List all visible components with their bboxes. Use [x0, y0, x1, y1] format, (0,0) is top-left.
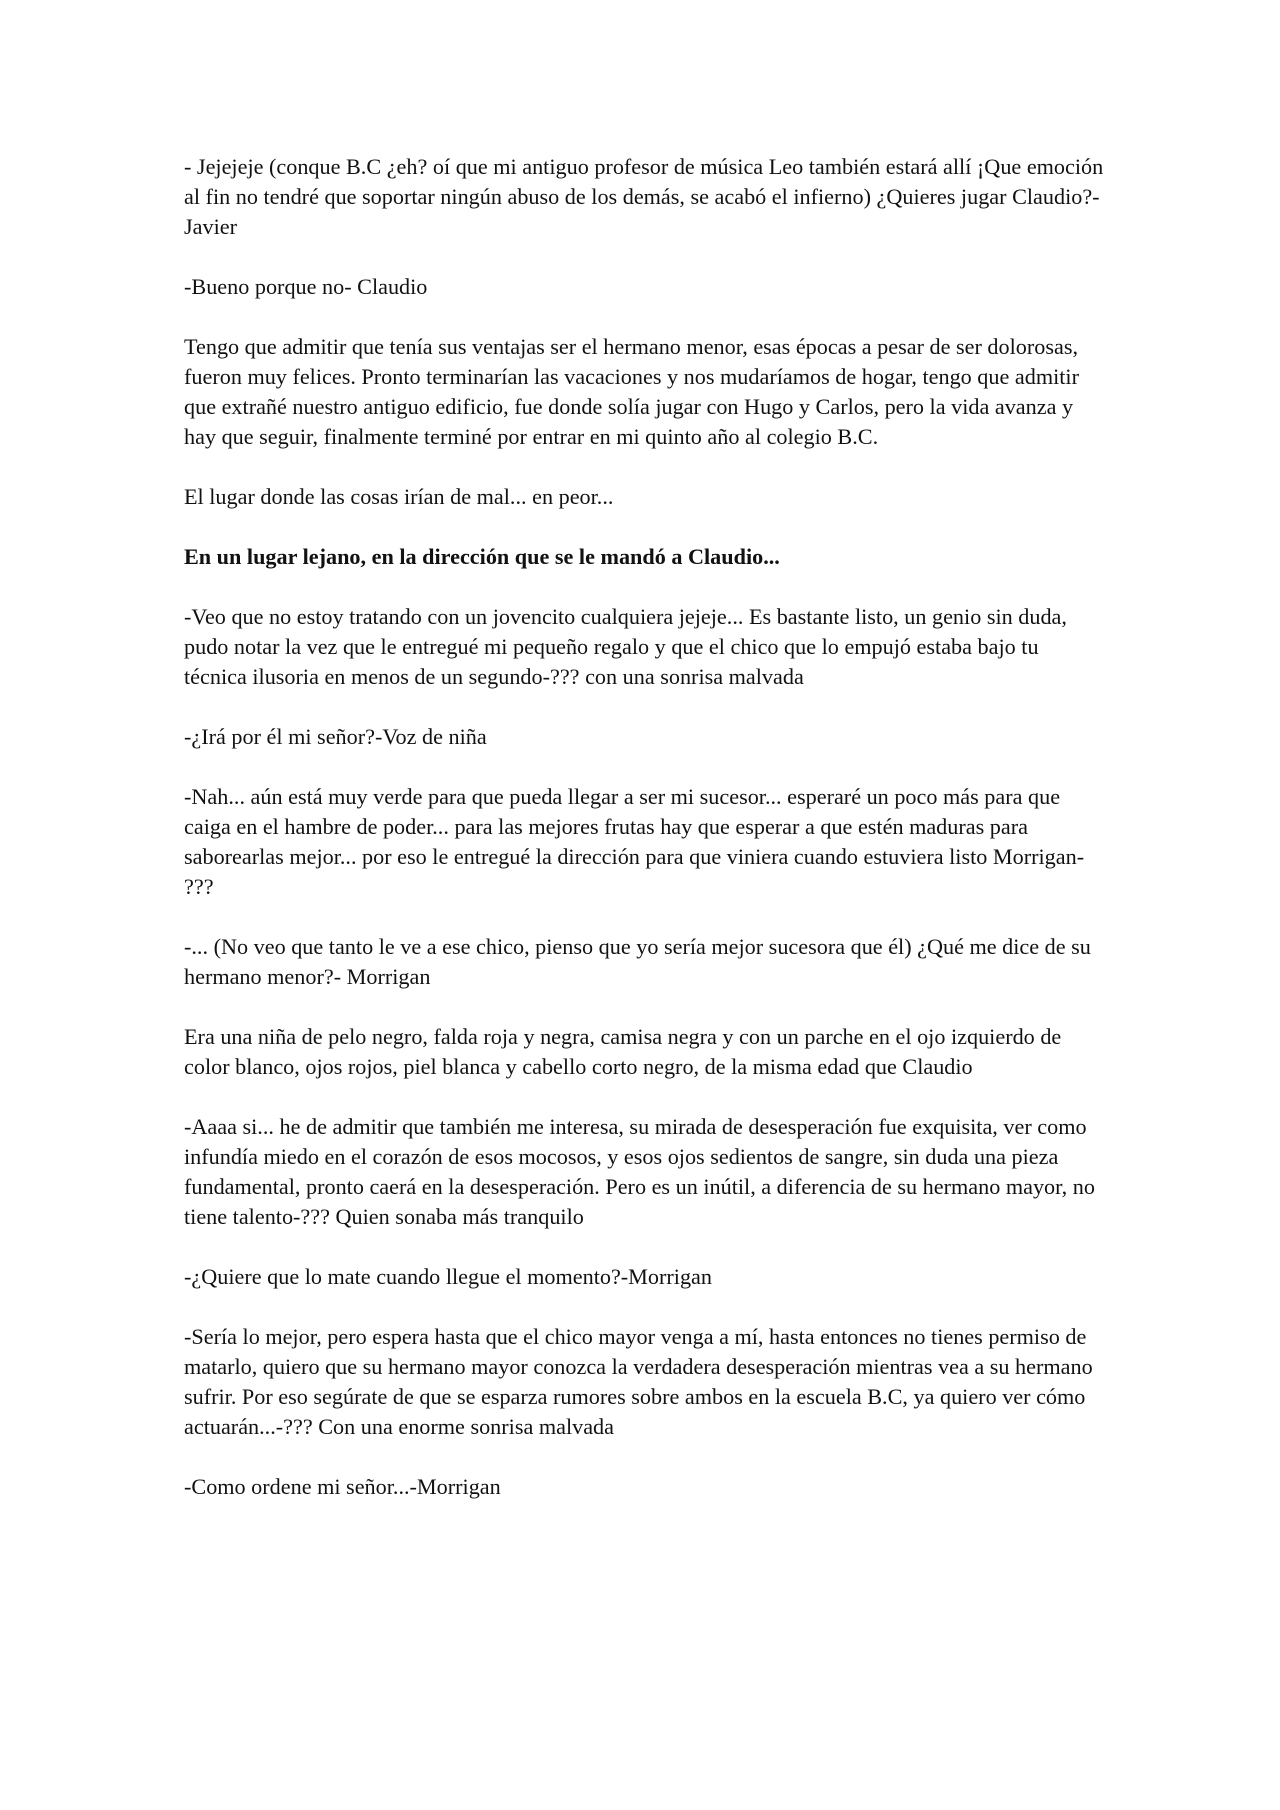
paragraph-11: -Aaaa si... he de admitir que también me interesa, su mirada de desesperación fue exquisita, ver como infundía miedo en el corazón de esos mocosos, y esos ojos sedientos de sangre, sin duda una pieza fundamental, pronto caerá en la desesperación. Pero es un inútil, a diferencia de su hermano mayor, no tiene talento-??? Quien sonaba más tranquilo: [184, 1114, 1095, 1229]
paragraph-14: -Como ordene mi señor...-Morrigan: [184, 1474, 501, 1499]
paragraph-4: El lugar donde las cosas irían de mal... en peor...: [184, 484, 614, 509]
paragraph-12: -¿Quiere que lo mate cuando llegue el momento?-Morrigan: [184, 1264, 712, 1289]
paragraph-2: -Bueno porque no- Claudio: [184, 274, 428, 299]
paragraph-6: -Veo que no estoy tratando con un jovencito cualquiera jejeje... Es bastante listo, un genio sin duda, pudo notar la vez que le entregué mi pequeño regalo y que el chico que lo empujó estaba bajo tu técnica ilusoria en menos de un segundo-??? con una sonrisa malvada: [184, 604, 1067, 689]
document-body: [184, 152, 1104, 1532]
scene-heading: En un lugar lejano, en la dirección que se le mandó a Claudio...: [184, 544, 780, 569]
paragraph-8: -Nah... aún está muy verde para que pueda llegar a ser mi sucesor... esperaré un poco más para que caiga en el hambre de poder... para las mejores frutas hay que esperar a que estén maduras para saborearlas mejor... por eso le entregué la dirección para que viniera cuando estuviera listo Morrigan- ???: [184, 784, 1085, 899]
paragraph-3: Tengo que admitir que tenía sus ventajas ser el hermano menor, esas épocas a pesar de ser dolorosas, fueron muy felices. Pronto terminarían las vacaciones y nos mudaríamos de hogar, tengo que admitir que extrañé nuestro antiguo edificio, fue donde solía jugar con Hugo y Carlos, pero la vida avanza y hay que seguir, finalmente terminé por entrar en mi quinto año al colegio B.C.: [184, 334, 1079, 449]
paragraph-7: -¿Irá por él mi señor?-Voz de niña: [184, 724, 487, 749]
paragraph-10: Era una niña de pelo negro, falda roja y negra, camisa negra y con un parche en el ojo izquierdo de color blanco, ojos rojos, piel blanca y cabello corto negro, de la misma edad que Claudio: [184, 1024, 1062, 1079]
paragraph-9: -... (No veo que tanto le ve a ese chico, pienso que yo sería mejor sucesora que él) ¿Qué me dice de su hermano menor?- Morrigan: [184, 934, 1091, 989]
paragraph-1: - Jejejeje (conque B.C ¿eh? oí que mi antiguo profesor de música Leo también estará allí ¡Que emoción al fin no tendré que soportar ningún abuso de los demás, se acabó el infierno) ¿Quieres jugar Claudio?-Javier: [184, 154, 1104, 239]
paragraph-13: -Sería lo mejor, pero espera hasta que el chico mayor venga a mí, hasta entonces no tienes permiso de matarlo, quiero que su hermano mayor conozca la verdadera desesperación mientras vea a su hermano sufrir. Por eso segúrate de que se esparza rumores sobre ambos en la escuela B.C, ya quiero ver cómo actuarán...-??? Con una enorme sonrisa malvada: [184, 1324, 1093, 1439]
